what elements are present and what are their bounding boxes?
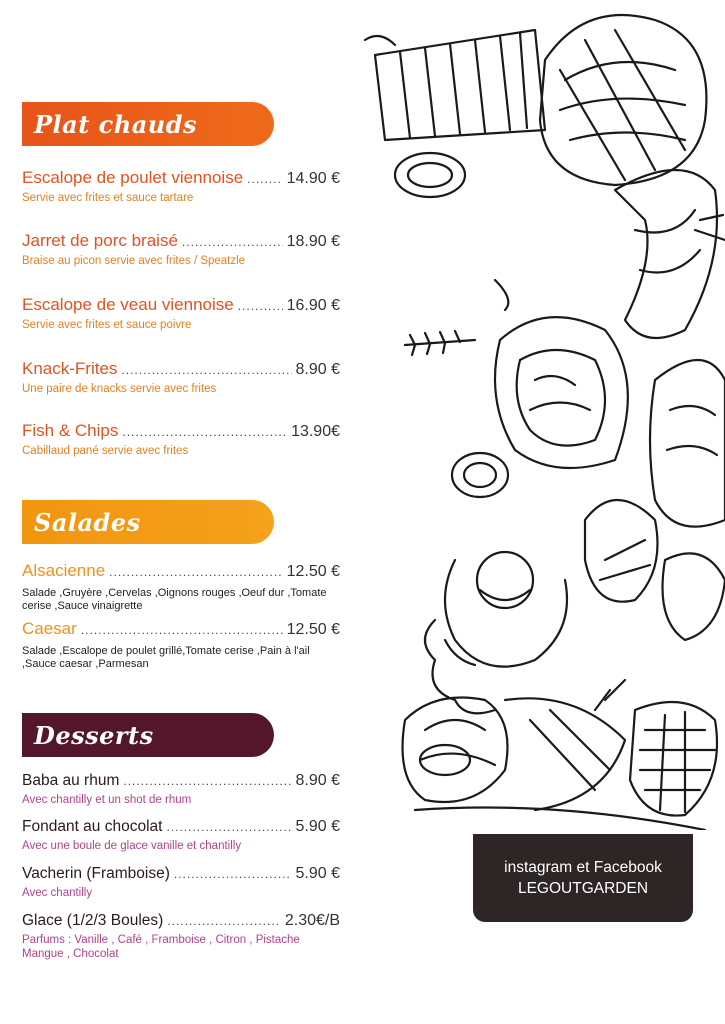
social-box	[473, 834, 693, 922]
sausage-drawing	[615, 170, 717, 338]
menu-item	[22, 421, 340, 457]
item-price: 12.50 €	[286, 563, 340, 580]
item-description: Avec chantilly et un shot de rhum	[22, 794, 192, 806]
item-price: 2.30€/B	[284, 912, 340, 929]
dot-leader	[122, 425, 287, 439]
dot-leader	[182, 235, 283, 249]
dot-leader	[123, 774, 291, 788]
item-name: Glace (1/2/3 Boules)	[22, 912, 164, 929]
item-name: Baba au rhum	[22, 772, 120, 789]
menu-item	[22, 818, 340, 853]
item-price: 12.50 €	[286, 621, 340, 638]
item-description: Avec une boule de glace vanille et chantilly	[22, 840, 242, 852]
item-price: 8.90 €	[295, 772, 340, 789]
item-description: Braise au picon servie avec frites / Speatzle	[22, 255, 246, 267]
item-name: Fish & Chips	[22, 421, 119, 440]
item-description: Servie avec frites et sauce tartare	[22, 192, 194, 204]
item-description: Servie avec frites et sauce poivre	[22, 319, 192, 331]
item-description: Avec chantilly	[22, 887, 93, 899]
dot-leader	[174, 867, 292, 881]
plats-banner	[22, 102, 274, 146]
menu-item	[22, 231, 340, 267]
item-name: Escalope de poulet viennoise	[22, 168, 244, 187]
ham-drawing	[495, 317, 628, 468]
menu-item	[22, 168, 340, 204]
menu-item	[22, 865, 340, 900]
item-name: Knack-Frites	[22, 359, 118, 378]
item-description: Parfums : Vanille , Café , Framboise , Citron , Pistache Mangue , Chocolat	[22, 934, 300, 960]
menu-item	[22, 359, 340, 395]
dot-leader	[166, 820, 291, 834]
item-price: 16.90 €	[286, 297, 340, 314]
social-line1: instagram et Facebook	[504, 859, 662, 876]
dot-leader	[81, 623, 283, 637]
bread-drawing	[650, 360, 725, 527]
item-name: Escalope de veau viennoise	[22, 295, 234, 314]
item-price: 13.90€	[291, 423, 340, 440]
menu-item	[22, 561, 340, 613]
dot-leader	[167, 914, 281, 928]
dot-leader	[121, 363, 291, 377]
item-name: Caesar	[22, 619, 77, 638]
desserts-banner	[22, 713, 274, 757]
menu-item	[22, 772, 340, 807]
salades-title: Salades	[34, 507, 141, 537]
item-price: 5.90 €	[295, 865, 340, 882]
desserts-title: Desserts	[34, 720, 154, 750]
item-name: Jarret de porc braisé	[22, 231, 178, 250]
item-description: Salade ,Gruyère ,Cervelas ,Oignons rouges ,Oeuf dur ,Tomate cerise ,Sauce vinaigrette	[22, 587, 327, 612]
item-description: Une paire de knacks servie avec frites	[22, 383, 217, 395]
item-description: Salade ,Escalope de poulet grillé,Tomate cerise ,Pain à l'ail ,Sauce caesar ,Parmesan	[22, 645, 310, 670]
item-name: Alsacienne	[22, 561, 106, 580]
item-price: 5.90 €	[295, 818, 340, 835]
dot-leader	[247, 172, 282, 186]
item-description: Cabillaud pané servie avec frites	[22, 445, 189, 457]
steak-drawing	[540, 15, 706, 185]
item-price: 8.90 €	[295, 361, 340, 378]
item-name: Fondant au chocolat	[22, 818, 163, 835]
ribs-drawing	[365, 30, 545, 140]
menu-item	[22, 912, 340, 961]
item-name: Vacherin (Framboise)	[22, 865, 170, 882]
swoosh-line	[415, 808, 705, 831]
dot-leader	[109, 565, 282, 579]
dot-leader	[238, 299, 283, 313]
menu-item	[22, 619, 340, 671]
food-illustration	[355, 0, 725, 830]
corn-drawing	[595, 680, 717, 816]
social-handle: LEGOUTGARDEN	[517, 880, 649, 897]
wrap-drawing	[403, 698, 626, 811]
item-price: 18.90 €	[286, 233, 340, 250]
salades-banner	[22, 500, 274, 544]
item-price: 14.90 €	[286, 170, 340, 187]
menu-item	[22, 295, 340, 331]
onion-drawing	[395, 153, 508, 497]
plats-title: Plat chauds	[34, 109, 198, 139]
